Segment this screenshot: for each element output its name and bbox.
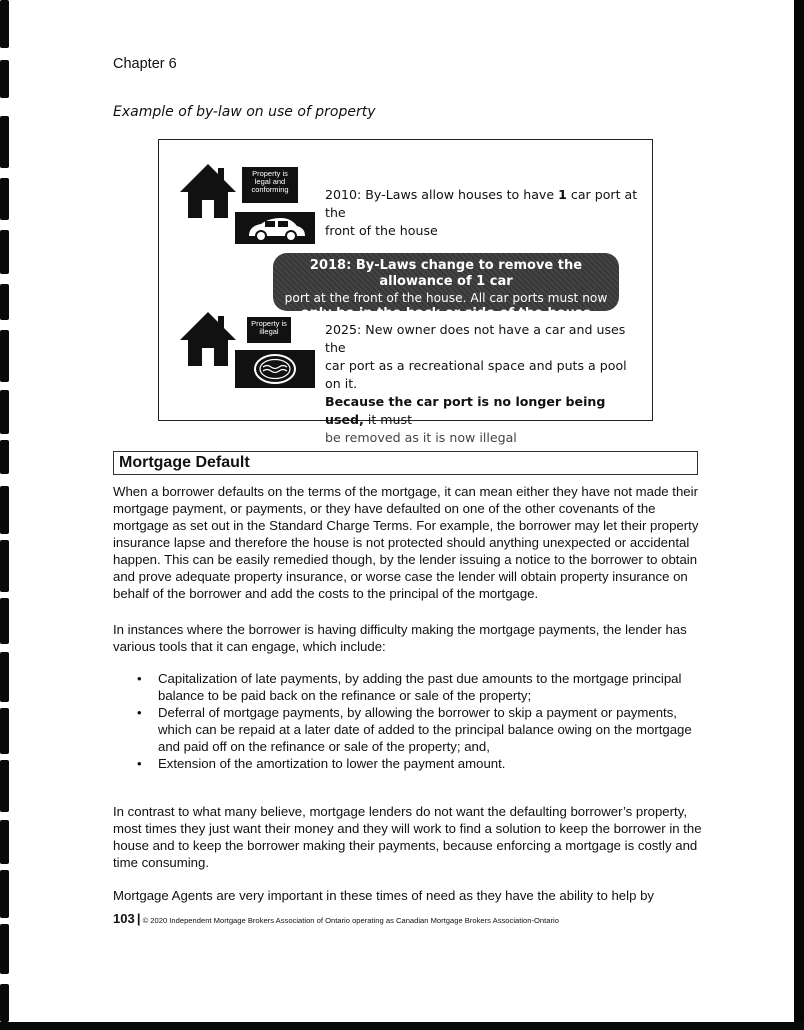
car-icon: [235, 212, 315, 244]
house-icon: [178, 162, 238, 220]
pool-panel: [235, 350, 315, 388]
page-footer: [113, 911, 559, 926]
copyright-text: © 2020 Independent Mortgage Brokers Association of Ontario operating as Canadian Mortgage Brokers Association-Ontario: [142, 916, 559, 925]
section-heading-mortgage-default: Mortgage Default: [113, 451, 698, 475]
car-panel: [235, 212, 315, 244]
right-scan-edge: [794, 0, 804, 1030]
status-badge-legal: Property is legal and conforming: [242, 167, 298, 203]
paragraph-lender-tools: In instances where the borrower is having difficulty making the mortgage payments, the lender has various tools that it can engage, which include:: [113, 622, 687, 654]
page-number: 103: [113, 911, 135, 926]
pool-icon: [235, 350, 315, 388]
status-badge-illegal: Property is illegal: [247, 317, 291, 343]
binding-edge: [0, 0, 14, 1030]
paragraph-mortgage-agents: Mortgage Agents are very important in these times of need as they have the ability to help by: [113, 888, 654, 903]
caption-2025: 2025: New owner does not have a car and uses the car port as a recreational space and puts a pool on it. Because the car port is no longer being used, it must be removed as it is now illegal: [325, 322, 627, 445]
list-item: • Extension of the amortization to lower the payment amount.: [133, 755, 703, 772]
paragraph-lender-intent: In contrast to what many believe, mortgage lenders do not want the defaulting borrower’s property, most times they just want their money and they will work to find a solution to keep the borrower in the house and to keep the borrower making their payments, because enforcing a mortgage is costly and time consuming.: [113, 804, 702, 870]
paragraph-default-definition: When a borrower defaults on the terms of the mortgage, it can mean either they have not made their mortgage payment, or payments, or they have defaulted on one of the other covenants of the mortgage as set out in the Standard Charge Terms. For example, the borrower may let their property insurance lapse and therefore the house is not protected should anything unexpected or accidental happen. This can be easily remedied though, by the lender issuing a notice to the borrower to obtain and prove adequate property insurance, or worse case the lender will obtain property insurance on behalf of the borrower and add the costs to the principal of the mortgage.: [113, 484, 699, 601]
chapter-label: Chapter 6: [113, 56, 177, 72]
house-icon: [178, 310, 238, 368]
bylaw-change-banner: 2018: By-Laws change to remove the allowance of 1 car port at the front of the house. All car ports must now only be in the back or side of the house: [273, 253, 619, 311]
list-item: • Deferral of mortgage payments, by allowing the borrower to skip a payment or payments, which can be repaid at a later date of added to the principal balance owing on the mortgage and paid off on the refinance or sale of the property; and,: [133, 704, 703, 755]
lender-tools-list: [133, 670, 703, 772]
example-title: Example of by-law on use of property: [113, 104, 376, 120]
caption-2010: 2010: By-Laws allow houses to have 1 car port at the front of the house: [325, 187, 638, 238]
list-item: • Capitalization of late payments, by adding the past due amounts to the mortgage principal balance to be paid back on the refinance or sale of the property;: [133, 670, 703, 704]
footer-separator: |: [136, 911, 141, 926]
bottom-scan-edge: [0, 1022, 804, 1030]
